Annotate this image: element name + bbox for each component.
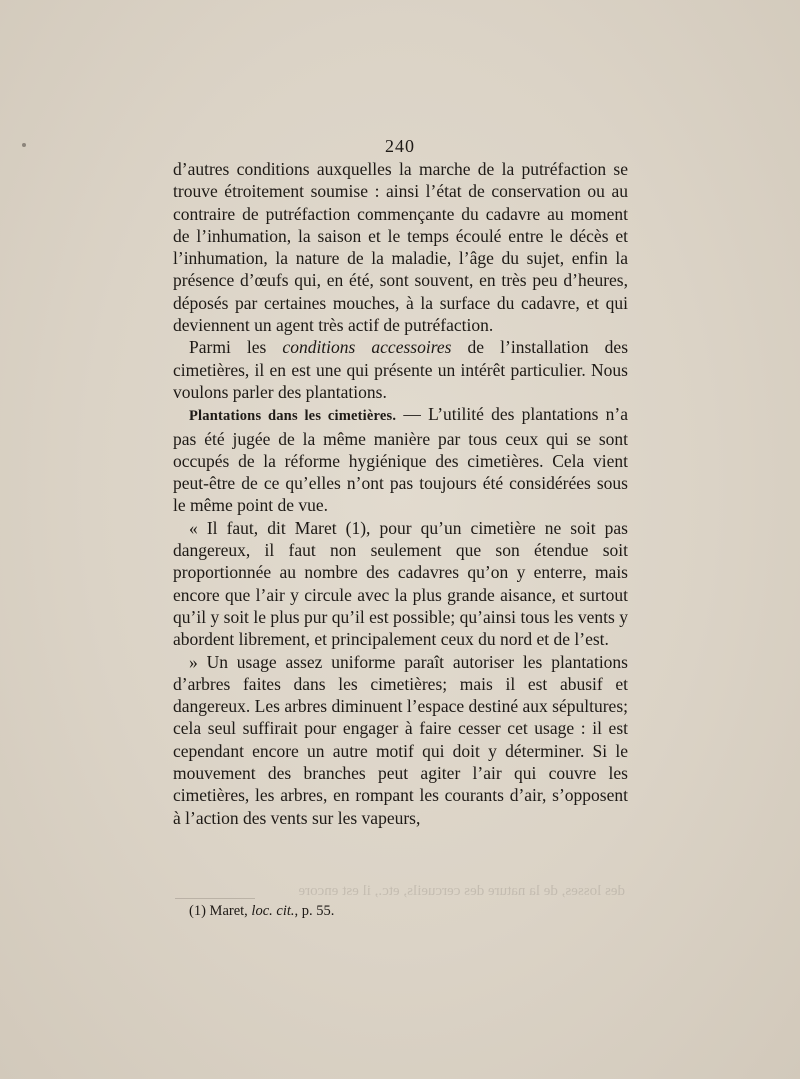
bleed-through-text: des losses, de la nature des cercueils, etc., il est encore bbox=[298, 883, 625, 899]
paragraph-p3 bbox=[173, 403, 628, 516]
footnote bbox=[189, 902, 334, 920]
italic-phrase: conditions accessoires bbox=[282, 337, 452, 358]
text-run: » Un usage assez uniforme paraît autoriser les plantations d’arbres faites dans les cimetières; mais il est abusif et dangereux. Les arbres diminuent l’espace destiné aux sépultures; cela seul suffirait pour engager à faire cesser cet usage : il est cependant encore un autre motif qui doit y déterminer. Si le mouvement des branches peut agiter l’air qui couvre les cimetières, les arbres, en rompant les courants d’air, s’opposent à l’action des vents sur les vapeurs, bbox=[173, 651, 628, 828]
footnote-marker: (1) bbox=[189, 903, 206, 919]
footnote-page: , p. 55. bbox=[294, 903, 335, 919]
text-run: « Il faut, dit Maret (1), pour qu’un cimetière ne soit pas dangereux, il faut non seulement que son étendue soit proportionnée au nombre des cadavres qu’on y enterre, mais encore que l’air y circule avec la plus grande aisance, et surtout qu’il y soit le plus pur qu’il est possible; qu’ainsi tous les vents y abordent librement, et principalement ceux du nord et de l’est. bbox=[173, 517, 628, 650]
footnote-author: Maret, bbox=[209, 903, 248, 919]
footnote-ref: loc. cit. bbox=[251, 903, 295, 919]
body-text bbox=[173, 158, 628, 829]
page-number: 240 bbox=[385, 136, 415, 156]
footnote-rule bbox=[175, 898, 255, 899]
run-in-heading: Plantations dans les cimetières. bbox=[189, 408, 397, 425]
paragraph-p5 bbox=[173, 651, 628, 829]
text-run: de l’installation des cimetières, il en est une qui présente un intérêt particulier. Nous voulons parler des plantations. bbox=[173, 337, 629, 402]
paragraph-p1 bbox=[173, 158, 628, 336]
text-run: — L’utilité des plantations n’a pas été jugée de la même manière par tous ceux qui se sont occupés de la réforme hygiénique des cimetières. Cela vient peut-être de ce qu’elles n’ont pas toujours été considérées sous le même point de vue. bbox=[173, 404, 628, 516]
text-run: d’autres conditions auxquelles la marche de la putréfaction se trouve étroitement soumise : ainsi l’état de conservation ou au contraire de putréfaction commençante du cadavre au moment de l’inhumation, la saison et le temps écoulé entre le décès et l’inhumation, la nature de la maladie, l’âge du sujet, enfin la présence d’œufs qui, en été, sont souvent, en très peu d’heures, déposés par certaines mouches, à la surface du cadavre, et qui deviennent un agent très actif de putréfaction. bbox=[173, 159, 628, 336]
paragraph-p4 bbox=[173, 517, 628, 651]
text-run: Parmi les bbox=[189, 337, 283, 358]
paragraph-p2 bbox=[173, 336, 628, 403]
